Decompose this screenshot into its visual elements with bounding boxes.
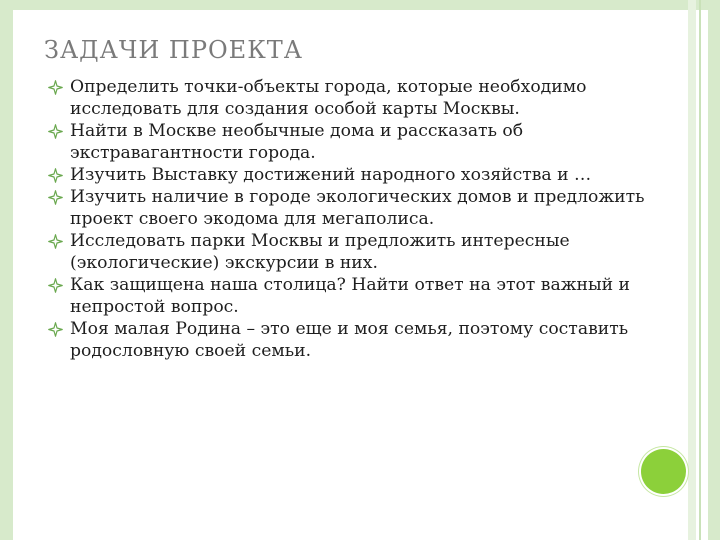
bullet-item xyxy=(48,164,648,186)
compass-star-icon xyxy=(48,168,63,183)
bullet-text: Определить точки-объекты города, которые необходимо исследовать для создания особой карты Москвы. xyxy=(70,77,587,119)
bullet-text: Моя малая Родина – это еще и моя семья, поэтому составить родословную своей семьи. xyxy=(70,319,629,361)
compass-star-icon xyxy=(48,322,63,337)
bullet-item xyxy=(48,274,648,318)
frame-top-border xyxy=(0,0,720,10)
compass-star-icon xyxy=(48,278,63,293)
bullet-item xyxy=(48,120,648,164)
frame-right-inner-border xyxy=(688,0,696,540)
bullet-text: Изучить Выставку достижений народного хозяйства и … xyxy=(70,165,592,185)
compass-star-icon xyxy=(48,80,63,95)
frame-right-outer-border xyxy=(708,0,720,540)
compass-star-icon xyxy=(48,124,63,139)
frame-left-border xyxy=(0,0,13,540)
bullet-item xyxy=(48,318,648,362)
bullet-item xyxy=(48,186,648,230)
bullet-item xyxy=(48,230,648,274)
frame-right-line xyxy=(699,0,701,540)
bullet-text: Изучить наличие в городе экологических домов и предложить проект своего экодома для мегаполиса. xyxy=(70,187,645,229)
bullet-text: Исследовать парки Москвы и предложить интересные (экологические) экскурсии в них. xyxy=(70,231,570,273)
compass-star-icon xyxy=(48,234,63,249)
bullet-item xyxy=(48,76,648,120)
bullet-text: Найти в Москве необычные дома и рассказать об экстравагантности города. xyxy=(70,121,524,163)
bullet-text: Как защищена наша столица? Найти ответ на этот важный и непростой вопрос. xyxy=(70,275,631,317)
green-circle-decoration xyxy=(641,449,686,494)
slide-title: ЗАДАЧИ ПРОЕКТА xyxy=(44,36,303,64)
bullet-list xyxy=(48,76,648,362)
compass-star-icon xyxy=(48,190,63,205)
